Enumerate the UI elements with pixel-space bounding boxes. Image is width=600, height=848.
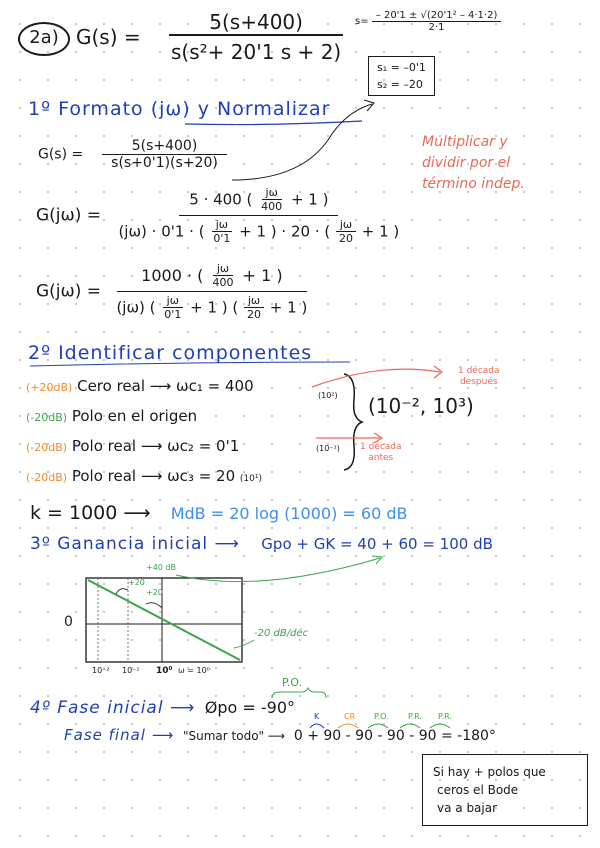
gjw-den-f2-den: 20 bbox=[339, 232, 353, 245]
component-tag: (-20dB) bbox=[26, 471, 68, 484]
plot-plus40: +40 dB bbox=[146, 563, 176, 572]
bode-note-line: ceros el Bode bbox=[437, 783, 519, 797]
g-denominator: s(s²+ 20'1 s + 2) bbox=[171, 40, 342, 64]
note-line-1: Multiplicar y bbox=[422, 134, 508, 150]
g-lhs: G(s) = bbox=[76, 25, 141, 49]
step1-title: 1º Formato (jω) y Normalizar bbox=[28, 98, 331, 120]
gjw2-num-post: + 1 ) bbox=[242, 266, 283, 285]
plot-x-tick: 10⁻¹ bbox=[122, 666, 140, 675]
gjw2-den-pre: (jω) ( bbox=[116, 298, 156, 317]
gjw-num-f-num: jω bbox=[262, 186, 282, 200]
gjw-den-f1-den: 0'1 bbox=[213, 232, 231, 245]
root-1: s₁ = –0'1 bbox=[377, 61, 426, 74]
problem-label: 2a) bbox=[29, 27, 59, 48]
gjw2-den-f2-num: jω bbox=[244, 294, 264, 308]
note-line-2: dividir por el bbox=[422, 155, 511, 171]
gjw-den-mid: + 1 ) · 20 · ( bbox=[239, 222, 331, 241]
gjw2-den-mid: + 1 ) ( bbox=[190, 298, 239, 317]
before-note-1: 1 década bbox=[360, 442, 402, 452]
plot-plus20-a: +20 bbox=[128, 578, 145, 587]
component-tag: (-20dB) bbox=[26, 411, 68, 424]
frequency-range: (10⁻², 10³) bbox=[368, 394, 474, 418]
component-note: (10¹) bbox=[239, 474, 263, 484]
component-text: Polo real ⟶ ωc₂ = 0'1 bbox=[71, 437, 240, 455]
sum-label: K bbox=[314, 712, 320, 721]
after-note-2: después bbox=[459, 377, 498, 387]
gjw2-lhs: G(jω) = bbox=[36, 281, 102, 302]
sum-label: P.R. bbox=[408, 712, 422, 721]
mdb-value: MdB = 20 log (1000) = 60 dB bbox=[170, 504, 408, 523]
sum-label: P.O. bbox=[374, 712, 389, 721]
gjw2-num-pre: 1000 · ( bbox=[141, 266, 204, 285]
gjw-num-post: + 1 ) bbox=[290, 190, 329, 209]
gjw-den-post: + 1 ) bbox=[361, 222, 400, 241]
plot-plus20-b: +20 bbox=[146, 588, 163, 597]
step3-title: 3º Ganancia inicial ⟶ bbox=[30, 534, 240, 554]
quad-numerator: – 20'1 ± √(20'1² – 4·1·2) bbox=[372, 10, 502, 22]
sum-label: P.R. bbox=[438, 712, 452, 721]
before-note-2: antes bbox=[368, 453, 394, 463]
plot-slope-label: -20 dB/déc bbox=[254, 628, 309, 639]
plot-x-tick: 10⁰ bbox=[156, 666, 173, 676]
component-text: Polo en el origen bbox=[71, 407, 198, 425]
g-numerator: 5(s+400) bbox=[169, 10, 343, 36]
quad-denominator: 2·1 bbox=[428, 22, 445, 33]
sum-label: CR bbox=[344, 712, 356, 721]
sumar-label: "Sumar todo" ⟶ bbox=[183, 729, 286, 743]
plot-zero-label: 0 bbox=[64, 614, 73, 630]
po-label: P.O. bbox=[282, 676, 303, 689]
bode-note-line: va a bajar bbox=[437, 801, 498, 815]
initial-gain: Gpo + GK = 40 + 60 = 100 dB bbox=[261, 535, 493, 553]
quad-s: s= bbox=[355, 16, 369, 27]
gs-lhs: G(s) = bbox=[38, 146, 84, 163]
note-1em1: (10⁻¹) bbox=[316, 444, 340, 453]
gjw-num-f-den: 400 bbox=[261, 200, 283, 213]
gjw2-num-f-num: jω bbox=[213, 262, 233, 276]
note-line-3: término indep. bbox=[422, 176, 525, 192]
component-text: Polo real ⟶ ωc₃ = 20 bbox=[71, 467, 236, 485]
gjw2-den-f2-den: 20 bbox=[247, 308, 262, 321]
gjw2-den-f1-num: jω bbox=[163, 294, 183, 308]
gjw2-den-post: + 1 ) bbox=[269, 298, 308, 317]
after-note-1: 1 década bbox=[458, 366, 500, 376]
plot-x-tick: 10⁻² bbox=[92, 666, 110, 675]
component-text: Cero real ⟶ ωc₁ = 400 bbox=[77, 377, 254, 395]
gs-num: 5(s+400) bbox=[102, 138, 228, 155]
step4-title: 4º Fase inicial ⟶ bbox=[30, 698, 196, 718]
phase-value: Øpo = -90° bbox=[204, 698, 296, 717]
k-value: k = 1000 ⟶ bbox=[30, 502, 151, 524]
bode-note-box bbox=[422, 754, 588, 826]
gjw-den-pre: (jω) · 0'1 · ( bbox=[118, 222, 205, 241]
gjw2-num-f-den: 400 bbox=[212, 276, 234, 289]
gjw-den-f1-num: jω bbox=[212, 218, 232, 232]
gjw2-den-f1-den: 0'1 bbox=[164, 308, 182, 321]
component-tag: (-20dB) bbox=[26, 441, 68, 454]
component-tag: (+20dB) bbox=[26, 381, 73, 394]
gjw-lhs: G(jω) = bbox=[36, 205, 102, 226]
note-1e2: (10²) bbox=[318, 391, 338, 400]
root-2: s₂ = –20 bbox=[377, 78, 423, 91]
gs-den: s(s+0'1)(s+20) bbox=[111, 155, 218, 171]
gjw-den-f2-num: jω bbox=[336, 218, 356, 232]
sum-expression: 0 + 90 - 90 - 90 - 90 = -180° bbox=[293, 728, 496, 744]
step2-title: 2º Identificar componentes bbox=[28, 342, 313, 364]
plot-x-tick: ω = 10⁰ bbox=[178, 666, 210, 675]
gjw-num-pre: 5 · 400 ( bbox=[189, 190, 253, 209]
bode-note-line: Si hay + polos que bbox=[433, 765, 546, 779]
final-title: Fase final ⟶ bbox=[64, 726, 175, 744]
